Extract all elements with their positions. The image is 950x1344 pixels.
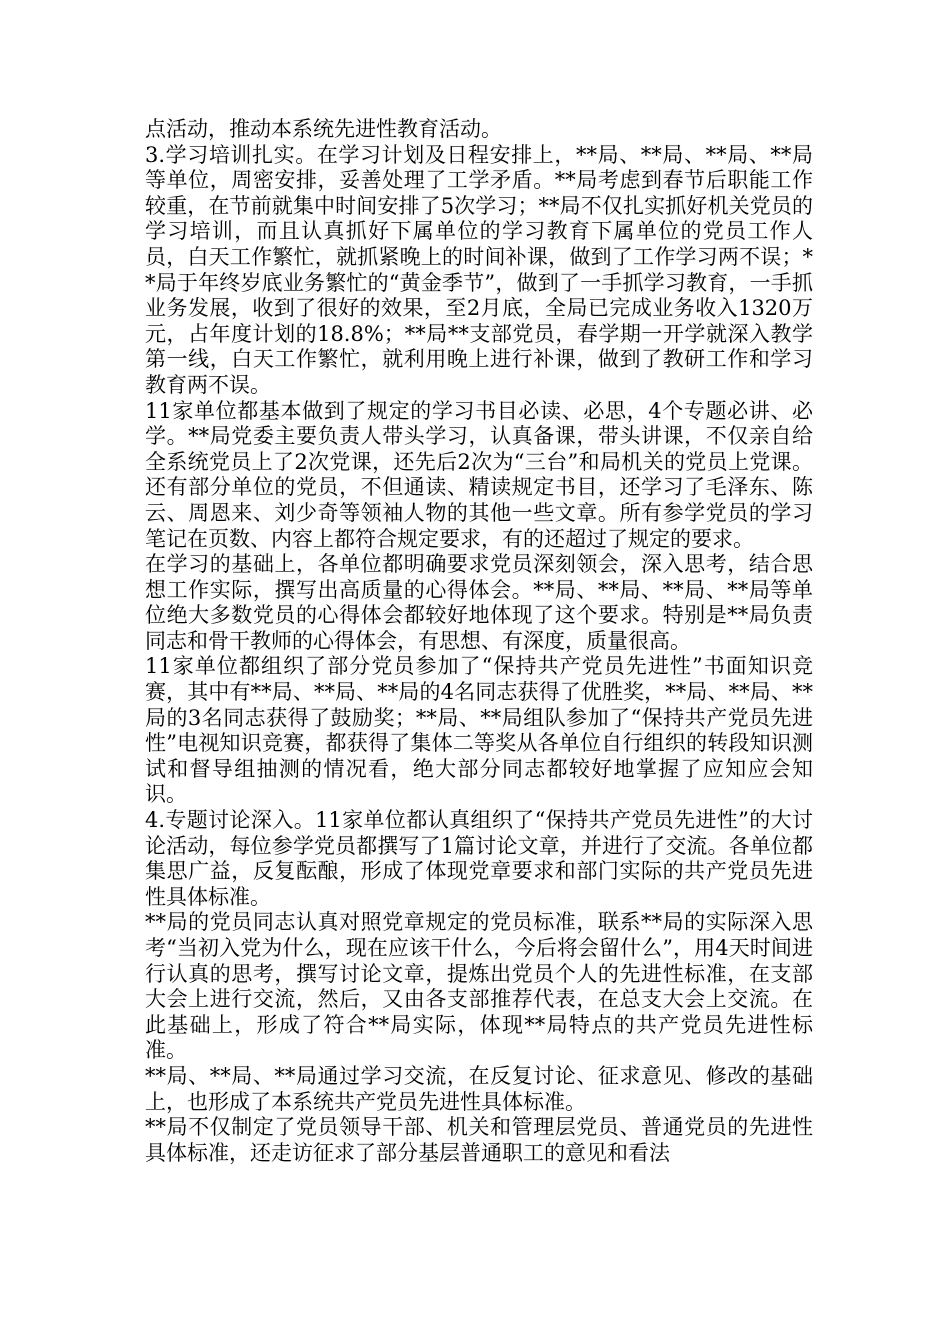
paragraph-reading-list: 11家单位都基本做到了规定的学习书目必读、必思，4个专题必讲、必学。**局党委主要负责人带头学习，认真备课，带头讲课，不仅亲自给全系统党员上了2次党课，还先后2次为“三台”和局机关的党员上党课。还有部分单位的党员，不但通读、精读规定书目，还学习了毛泽东、陈云、周恩来、刘少奇等领袖人物的其他一些文章。所有参学党员的学习笔记在页数、内容上都符合规定要求，有的还超过了规定的要求。 [145,398,813,551]
paragraph-study-training: 3.学习培训扎实。在学习计划及日程安排上，**局、**局、**局、**局等单位，周密安排，妥善处理了工学矛盾。**局考虑到春节后职能工作较重，在节前就集中时间安排了5次学习；**局不仅扎实抓好机关党员的学习培训，而且认真抓好下属单位的学习教育下属单位的党员工作人员，白天工作繁忙，就抓紧晚上的时间补课，做到了工作学习两不误；**局于年终岁底业务繁忙的“黄金季节”，做到了一手抓学习教育，一手抓业务发展，收到了很好的效果，至2月底，全局已完成业务收入1320万元，占年度计划的18.8%；**局**支部党员，春学期一开学就深入教学第一线，白天工作繁忙，就利用晚上进行补课，做到了教研工作和学习教育两不误。 [145,142,813,397]
paragraph-knowledge-contest: 11家单位都组织了部分党员参加了“保持共产党员先进性”书面知识竞赛，其中有**局、**局、**局的4名同志获得了优胜奖，**局、**局、**局的3名同志获得了鼓励奖；**局、**局组队参加了“保持共产党员先进性”电视知识竞赛，都获得了集体二等奖从各单位自行组织的转段知识测试和督导组抽测的情况看，绝大部分同志都较好地掌握了应知应会知识。 [145,654,813,807]
paragraph-topic-discussion: 4.专题讨论深入。11家单位都认真组织了“保持共产党员先进性”的大讨论活动，每位参学党员都撰写了1篇讨论文章，并进行了交流。各单位都集思广益，反复酝酿，形成了体现党章要求和部门实际的共产党员先进性具体标准。 [145,808,813,909]
document-page [145,117,813,1166]
paragraph-system-standards: **局、**局、**局通过学习交流，在反复讨论、征求意见、修改的基础上，也形成了本系统共产党员先进性具体标准。 [145,1063,813,1114]
paragraph-continuation: 点活动，推动本系统先进性教育活动。 [145,117,502,141]
paragraph-reflections: 在学习的基础上，各单位都明确要求党员深刻领会，深入思考，结合思想工作实际，撰写出高质量的心得体会。**局、**局、**局、**局等单位绝大多数党员的心得体会都较好地体现了这个要求。特别是**局负责同志和骨干教师的心得体会，有思想、有深度，质量很高。 [145,552,813,653]
paragraph-member-standards: **局的党员同志认真对照党章规定的党员标准，联系**局的实际深入思考“当初入党为什么，现在应该干什么，今后将会留什么”，用4天时间进行认真的思考，撰写讨论文章，提炼出党员个人的先进性标准，在支部大会上进行交流，然后，又由各支部推荐代表，在总支大会上交流。在此基础上，形成了符合**局实际，体现**局特点的共产党员先进性标准。 [145,910,813,1063]
paragraph-leadership-standards: **局不仅制定了党员领导干部、机关和管理层党员、普通党员的先进性具体标准，还走访征求了部分基层普通职工的意见和看法 [145,1115,813,1165]
